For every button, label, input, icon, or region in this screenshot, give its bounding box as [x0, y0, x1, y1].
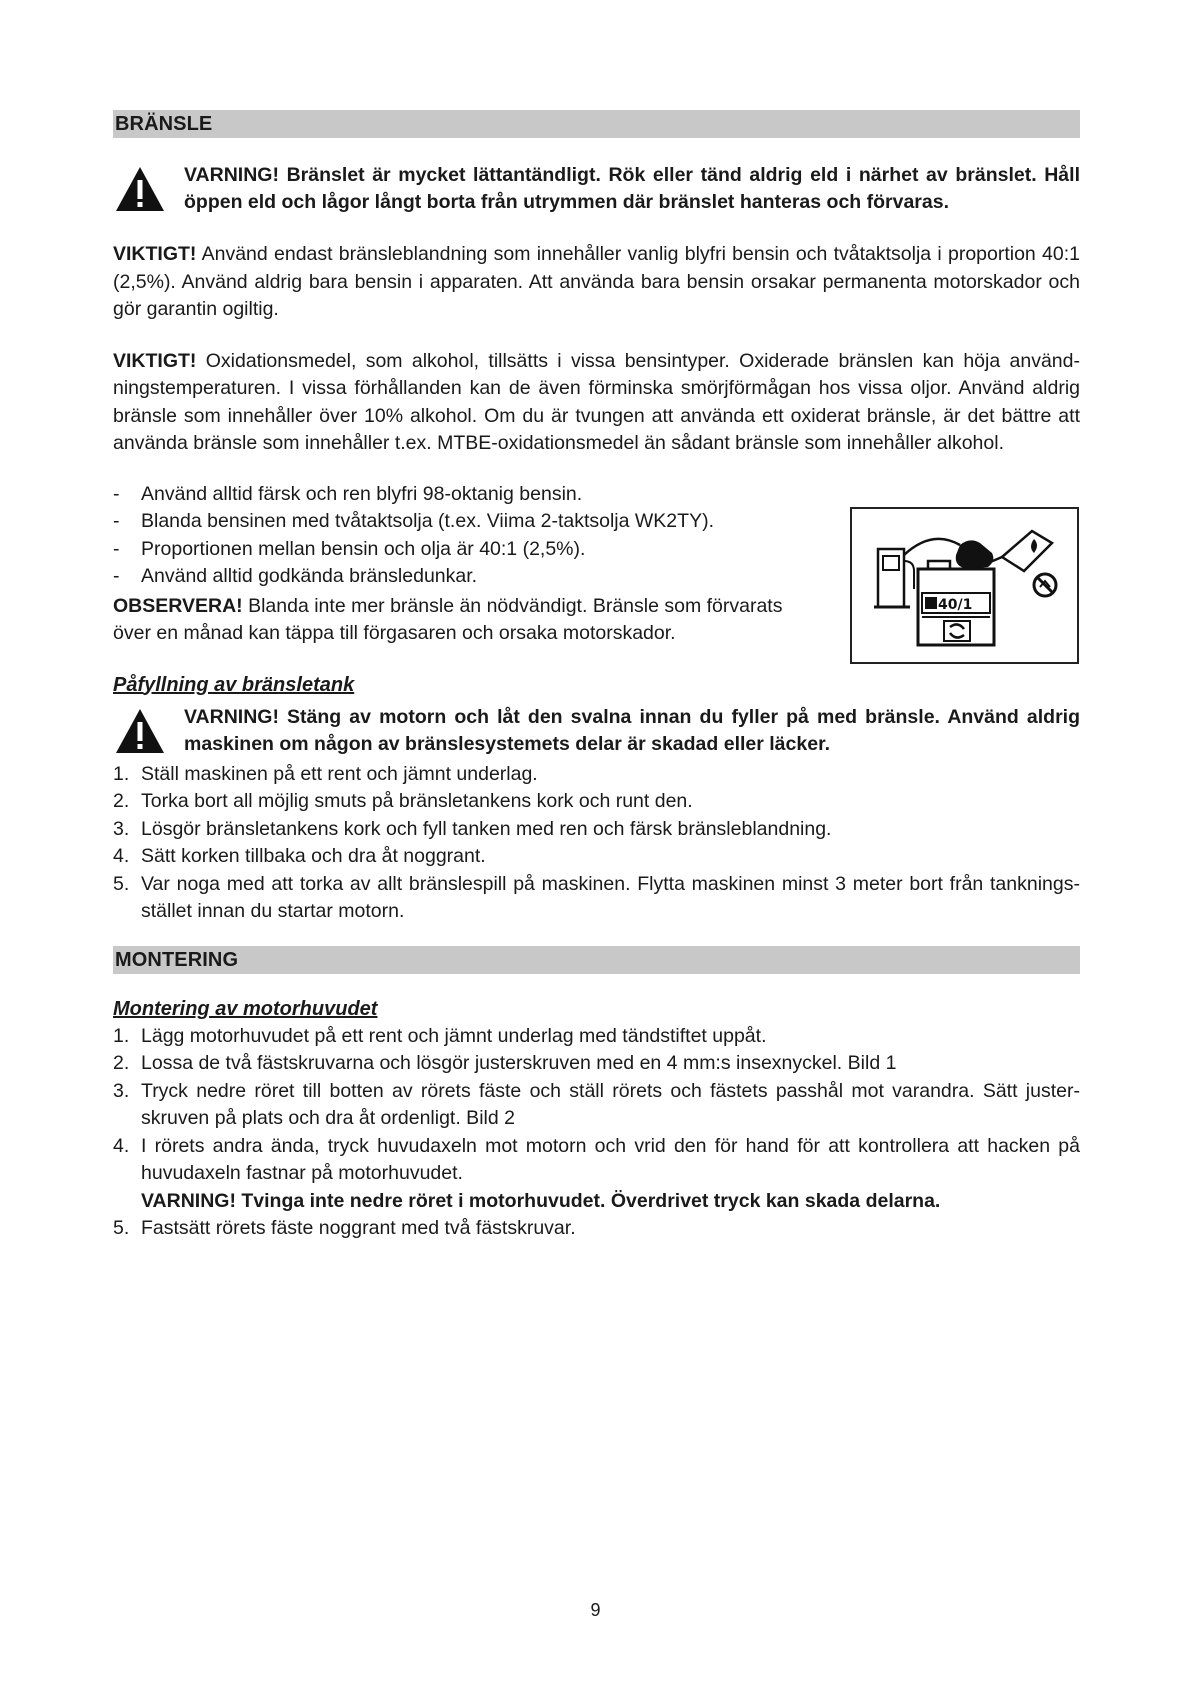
refuel-heading: Påfyllning av bränsletank [113, 673, 355, 696]
list-item: 3. Tryck nedre röret till botten av rörets fäste och ställ rörets och fästets passhål mot varandra. Sätt justerskruven på plats och dra åt ordenligt. Bild 2 [113, 1079, 1080, 1129]
manual-page [113, 110, 1080, 1243]
important-lead: VIKTIGT! [113, 349, 197, 372]
warning-lead: VARNING! [184, 705, 279, 728]
list-item: - Blanda bensinen med tvåtaktsolja (t.ex. Viima 2-taktsolja WK2TY). [113, 508, 813, 536]
warning-lead: VARNING! [184, 164, 279, 186]
bullet-marker: - [113, 482, 120, 505]
warning-text: Stäng av motorn och låt den svalna innan du fyller på med bränsle. Använd aldrig maskinen om någon av bränslesystemets delar är skadad eller läcker. [184, 705, 1080, 755]
list-item: 3. Lösgör bränsletankens kork och fyll tanken med ren och färsk bränsleblandning. [113, 817, 832, 840]
bullet-marker: - [113, 565, 120, 587]
bullet-marker: - [113, 537, 120, 560]
fuel-mix-illustration [850, 507, 1079, 664]
important-paragraph-1 [113, 241, 1080, 324]
list-item: 2. Lossa de två fästskruvarna och lösgör justerskruven med en 4 mm:s insexnyckel. Bild 1 [113, 1052, 897, 1074]
fuel-ratio-label: 40/1 [938, 597, 973, 613]
fuel-bullets-block [113, 481, 813, 648]
list-item: - Använd alltid färsk och ren blyfri 98-oktanig bensin. [113, 481, 813, 509]
list-item: 1. Lägg motorhuvudet på ett rent och jämnt underlag med tändstiftet uppåt. [113, 1024, 767, 1047]
note-text: Blanda inte mer bränsle än nödvändigt. Bränsle som förvarats över en månad kan täppa till förgasaren och orsaka motorskador. [113, 594, 783, 644]
fuel-warning [113, 162, 1080, 216]
note-paragraph [113, 593, 813, 648]
list-item: 5. Fastsätt rörets fäste noggrant med två fästskruvar. [113, 1217, 576, 1239]
list-item: 1. Ställ maskinen på ett rent och jämnt underlag. [113, 762, 538, 785]
section-title-fuel: BRÄNSLE [113, 110, 1080, 138]
mounting-heading: Montering av motorhuvudet [113, 997, 378, 1020]
fuel-can-icon [852, 509, 1077, 662]
warning-text: Bränslet är mycket lättantändligt. Rök eller tänd aldrig eld i närhet av bränslet. Håll öppen eld och lågor långt borta från utrymmen där bränslet hanteras och förvaras. [184, 164, 1080, 213]
important-text: Oxidationsmedel, som alkohol, tillsätts i vissa bensintyper. Oxiderade bränslen kan höja användningstemperaturen. I vissa förhållanden kan de även förminska smörjförmågan hos vissa oljor. Använd aldrig bränsle som innehåller över 10% alkohol. Om du är tvungen att använda ett oxiderat bränsle, är det bättre att använda bränsle som innehåller t.ex. MTBE-oxidationsmedel än sådant bränsle som innehåller alkohol. [113, 349, 1080, 454]
fuel-bullet-list [113, 481, 813, 591]
important-text: Använd endast bränsleblandning som innehåller vanlig blyfri bensin och tvåtaktsolja i proportion 40:1 (2,5%). Använd aldrig bara bensin i apparaten. Att använda bara bensin orsakar permanenta motorskador och gör garantin ogiltig. [113, 243, 1080, 320]
refuel-steps [113, 761, 1080, 926]
note-lead: OBSERVERA! [113, 594, 243, 617]
section-title-mounting: MONTERING [113, 946, 1080, 974]
list-item: 2. Torka bort all möjlig smuts på bränsletankens kork och runt den. [113, 790, 693, 812]
list-item: 5. Var noga med att torka av allt bränslespill på maskinen. Flytta maskinen minst 3 meter bort från tankningsstället innan du startar motorn. [113, 872, 1080, 922]
page-number: 9 [590, 1600, 601, 1620]
warning-triangle-icon [115, 166, 165, 212]
important-paragraph-2 [113, 348, 1080, 458]
warning-triangle-icon [115, 708, 165, 754]
list-item: - Proportionen mellan bensin och olja är 40:1 (2,5%). [113, 536, 813, 564]
list-item: - Använd alltid godkända bränsledunkar. [113, 563, 813, 591]
mounting-warning: VARNING! Tvinga inte nedre röret i motorhuvudet. Överdrivet tryck kan skada delarna. [141, 1189, 941, 1212]
refuel-warning [113, 704, 1080, 758]
list-item: 4. Sätt korken tillbaka och dra åt noggrant. [113, 845, 486, 867]
important-lead: VIKTIGT! [113, 243, 197, 265]
bullet-marker: - [113, 510, 120, 532]
list-item: 4. I rörets andra ända, tryck huvudaxeln mot motorn och vrid den för hand för att kontrollera att hacken på huvudaxeln fastnar på motorhuvudet. VARNING! Tvinga inte nedre röret i motorhuvudet. Överdrivet tryck kan skada delarna. [113, 1134, 1080, 1212]
mounting-steps [113, 1023, 1080, 1243]
